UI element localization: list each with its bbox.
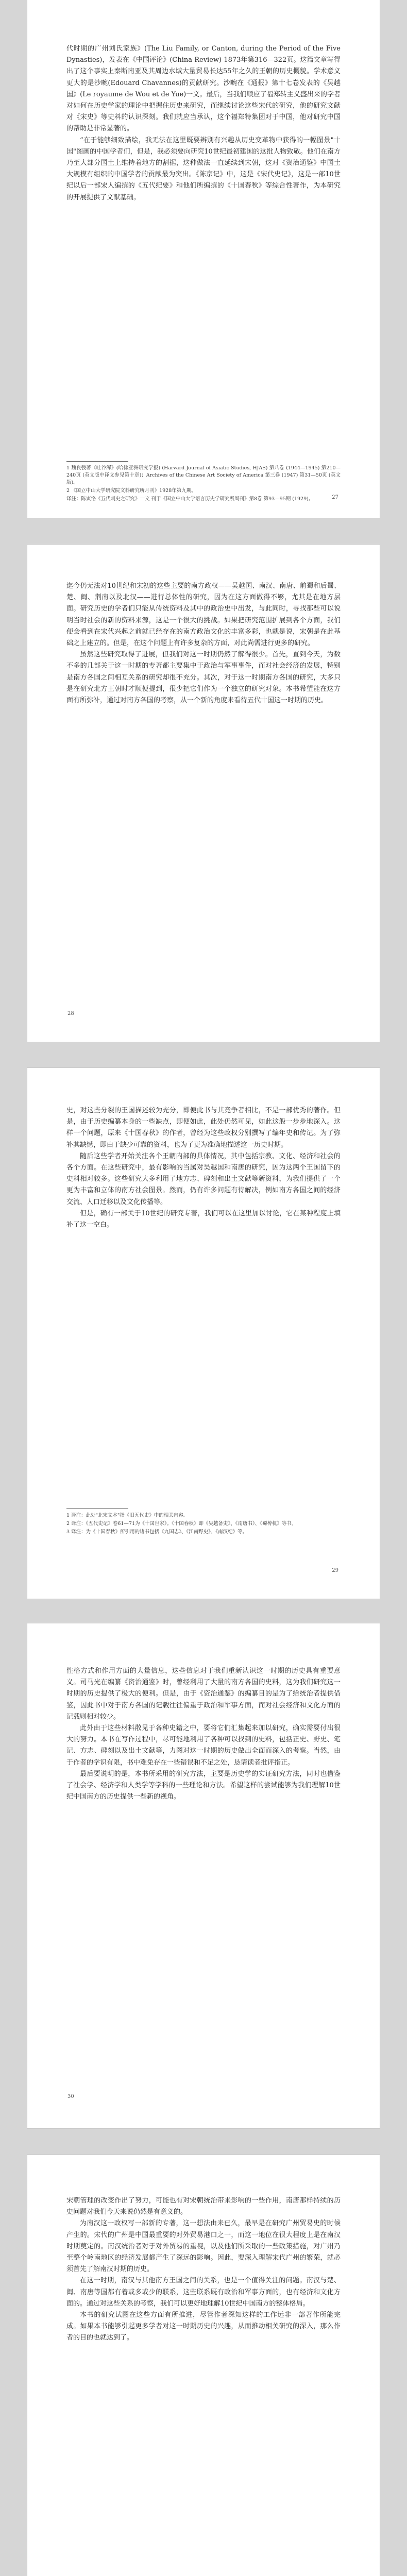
page-number: 29 xyxy=(332,1568,338,1573)
document-page xyxy=(27,1068,380,1599)
footnote: 1 魏良弢著《吐谷浑》(哈佛亚洲研究学报) (Harvard Journal of Asiatic Studies, HJAS) 第八卷 (1944—1945) 第210—240页 (英文版中译文参见第十章)；Archives of the Chinese Art Society of America 第三卷 (1947) 第31—50页 (英文版)。 xyxy=(66,465,341,485)
paragraph: 但是，确有一部关于10世纪的研究专著，我们可以在这里加以讨论，它在某种程度上填补了这一空白。 xyxy=(66,1209,341,1229)
footnote: 1 译注：此处"北宋文本"指《旧五代史》中的相关内容。 xyxy=(66,1513,189,1518)
page-number: 27 xyxy=(332,495,338,500)
footnote: 2 译注：《五代史记》卷61—71为《十国世家》。《十国春秋》即《吴越备史》、《南唐书》、《蜀梼杌》等书。 xyxy=(66,1521,297,1527)
paragraph: “在于能够细致描绘，我无法在这里既要辨别有兴趣从历史变革物中获得的一幅图景"十国"图画的中国学者们，但是，我必须要向研究10世纪最初建国的这批人物致敬。他们在南方乃至大部分国土上维持着地方的割据，这种做法一直延续到宋朝，这对《资治通鉴》中国土大规模有组织的中国学者的贡献最为突出。《陈京记》中，这是《宋代史记》，这是一部10世纪以后一部宋人编撰的《五代纪要》和他们所编撰的《十国春秋》等综合性著作，为本研究的开展提供了文献基础。 xyxy=(66,136,341,201)
body-text xyxy=(66,43,341,204)
footnote-rule xyxy=(66,461,128,462)
paragraph: 此外由于这些材料散见于各种史籍之中，要将它们汇集起来加以研究，确实需要付出很大的努力。本书在写作过程中，尽可能地利用了各种可以找到的史料，包括正史、野史、笔记、方志、碑刻以及出土文献等，力图对这一时期的历史做出全面而深入的考察。当然，由于作者的学识有限，书中难免存在一些错误和不足之处，恳请读者批评指正。 xyxy=(66,1724,341,1767)
body-text xyxy=(66,1666,341,1803)
footnote: 译注：陈寅恪《五代刺史之研究》一文 刊于《国立中山大学语言历史学研究所周刊》第8卷 第93—95期 (1929)。 xyxy=(66,496,314,502)
paragraph: 代时期的广州刘氏家族》(The Liu Family, or Canton, during the Period of the Five Dynasties)，发表在《中国评论》(China Review) 1873年第316—322页。这篇文章写得出了这个事实上秦断南亚及其周边水域大量贸易长达55年之久的王朝的历史概貌。学术意义更大的是沙畹(Edouard Chavannes)的贡献研究。沙畹在《通报》第十七卷发表的《吴越国》(Le royaume de Wou et de Yue)一文。最后，当我们顺应了福郑转主义盛出来的学者对如何在历史学家的理论中把握住历史来研究，而继续讨论这些宋代的研究，他的研究文献对《宋史》等史料的认识深刻。我们就应当承认，这个福郑特集团对于中国，他对研究中国的帮助是非常显著的。 xyxy=(66,45,341,133)
document-page xyxy=(27,545,380,1042)
paragraph: 虽然这些研究取得了进展，但我们对这一时期仍然了解得很少。首先，直到今天，为数不多的几部关于这一时期的专著都主要集中于政治与军事事件，而对社会经济的发展，特别是南方各国之间相互关系的研究却很不充分。其次，对于这一时期南方各国的研究，大多只是在研究北方王朝时才顺便提到，很少把它们作为一个独立的研究对象。本书希望能在这方面有所弥补，通过对南方各国的考察，从一个新的角度来看待五代十国这一时期的历史。 xyxy=(66,651,341,705)
page-number: 28 xyxy=(67,1011,74,1016)
paragraph: 史，对这些分裂的王国描述较为充分，即便此书与其竞争者相比，不是一部优秀的著作。但是，由于历史编纂本身的一些缺点，即便如此，此处仍然可见，如此这般一步步地深入。这样一个问题，原来《十国春秋》的作者，曾经为这些政权分别撰写了编年史和传记。为了弥补其缺憾，即由于缺少可靠的资料，也为了更为准确地描述这一历史时期。 xyxy=(66,1107,341,1149)
footnotes xyxy=(66,1509,341,1537)
paragraph: 迄今仍无法对10世纪和宋初的这些主要的南方政权——吴越国、南汉、南唐、前蜀和后蜀、楚、闽、荆南以及北汉——进行总体性的研究，因为在这方面做得不够，尤其是在地方层面。研究历史的学者们只能从传统资料及其中的政治史中出发，与此同时，寻找那些可以说明当时社会的新的资料来源，这是一个很大的挑战。如果把研究范围扩展到各个方面，我们便会看到在宋代兴起之前就已经存在的南方政治文化的丰富多彩，也就是说，宋朝是在此基础之上建立的。但是，在这个问题上有许多复杂的方面，对此尚需进行更多的研究。 xyxy=(66,582,341,648)
body-text xyxy=(66,581,341,706)
paragraph: 宋朝管理的改变作出了努力，可能也有对宋朝统治带来影响的一些作用，南唐那样持续的历史问题对我们今天来说仍然是有意义的。 xyxy=(66,2197,341,2216)
paragraph: 随后这些学者开始关注各个王朝内部的具体情况，其中包括宗教、文化、经济和社会的各个方面。在这些研究中，最有影响的当属对吴越国和南唐的研究，因为这两个王国留下的史料相对较多。这些研究大多利用了地方志、碑刻和出土文献等新资料，为我们提供了一个更为丰富和立体的南方社会图景。然而，仍有许多问题有待解决，例如南方各国之间的经济交流、人口迁移以及文化传播等。 xyxy=(66,1152,341,1206)
body-text xyxy=(66,2195,341,2344)
document-page xyxy=(27,2155,380,2576)
footnote: 2 《国立中山大学研究院文科研究所月刊》1928年第九期。 xyxy=(66,488,196,494)
paragraph: 最后要说明的是，本书所采用的研究方法，主要是历史学的实证研究方法，同时也借鉴了社会学、经济学和人类学等学科的一些理论和方法。希望这样的尝试能够为我们理解10世纪中国南方的历史提供一些新的视角。 xyxy=(66,1770,341,1801)
paragraph: 为南汉这一政权写一部新的专著，这一想法由来已久，最早是在研究广州贸易史的时候产生的。宋代的广州是中国最重要的对外贸易港口之一，而这一地位在很大程度上是在南汉时期奠定的。南汉统治者对于对外贸易的重视，以及他们所采取的一些政策措施，对广州乃至整个岭南地区的经济发展都产生了深远的影响。因此，要深入理解宋代广州的繁荣，就必须首先了解南汉时期的历史。 xyxy=(66,2219,341,2274)
document-page xyxy=(27,1623,380,2128)
paragraph: 本书的研究试图在这些方面有所推进，尽管作者深知这样的工作远非一部著作所能完成。如果本书能够引起更多学者对这一时期历史的兴趣，从而推动相关研究的深入，那么作者的目的也就达到了。 xyxy=(66,2311,341,2342)
document-page xyxy=(27,0,380,518)
footnote: 3 译注：为《十国春秋》所引用的诸书包括《九国志》、《江南野史》、《南汉纪》等。 xyxy=(66,1529,248,1535)
body-text xyxy=(66,1105,341,1231)
paragraph: 性格方式和作用方面的大量信息，这些信息对于我们重新认识这一时期的历史具有重要意义。司马光在编纂《资治通鉴》时，曾经利用了大量的南方各国的史料，这为我们研究这一时期的历史提供了极大的便利。但是，由于《资治通鉴》的编纂目的是为了给统治者提供借鉴，因此书中对于南方各国的记载往往偏重于政治和军事方面，而对社会经济和文化方面的记载则相对较少。 xyxy=(66,1667,341,1721)
paragraph: 在这一时期，南汉与其他南方王国之间的关系，也是一个值得关注的问题。南汉与楚、闽、南唐等国都有着或多或少的联系，这些联系既有政治和军事方面的，也有经济和文化方面的。通过对这些关系的考察，我们可以更好地理解10世纪中国南方的整体格局。 xyxy=(66,2277,341,2308)
footnotes xyxy=(66,461,341,504)
page-number: 30 xyxy=(67,2094,74,2099)
